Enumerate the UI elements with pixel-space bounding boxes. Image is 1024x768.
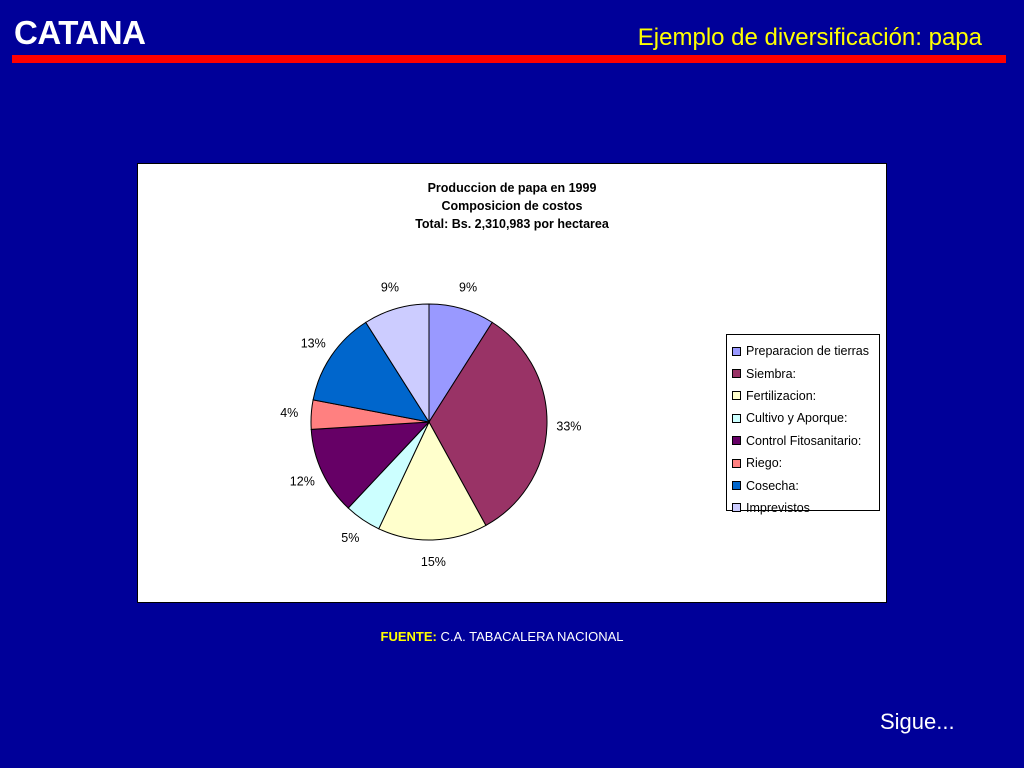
slide-title: Ejemplo de diversificación: papa xyxy=(637,24,982,51)
legend-swatch-4 xyxy=(732,436,741,445)
legend-label-5: Riego: xyxy=(746,456,783,471)
chart-legend xyxy=(726,334,880,515)
legend-swatch-5 xyxy=(732,459,741,468)
legend-label-1: Siembra: xyxy=(746,366,797,381)
pie-data-label-3: 5% xyxy=(341,530,360,545)
legend-item-5 xyxy=(732,452,879,474)
pie-data-label-1: 33% xyxy=(556,419,582,434)
legend-label-3: Cultivo y Aporque: xyxy=(746,411,848,426)
pie-data-label-4: 12% xyxy=(289,474,315,489)
legend-item-3 xyxy=(732,407,879,429)
brand-title: CATANA xyxy=(14,14,146,51)
pie-data-label-0: 9% xyxy=(459,280,478,295)
legend-swatch-3 xyxy=(732,414,741,423)
header-divider xyxy=(12,55,1006,63)
source-note xyxy=(0,629,1004,644)
pie-data-label-6: 13% xyxy=(300,336,326,351)
legend-swatch-1 xyxy=(732,369,741,378)
chart-title-line-2: Composicion de costos xyxy=(441,199,583,213)
pie-data-label-7: 9% xyxy=(380,280,399,295)
legend-item-0 xyxy=(732,340,879,362)
legend-item-4 xyxy=(732,430,879,452)
legend-item-2 xyxy=(732,385,879,407)
pie-data-label-5: 4% xyxy=(280,406,299,421)
legend-swatch-6 xyxy=(732,481,741,490)
legend-swatch-0 xyxy=(732,347,741,356)
legend-item-6 xyxy=(732,474,879,496)
legend-label-6: Cosecha: xyxy=(746,478,799,493)
source-label: FUENTE: xyxy=(380,629,437,644)
legend-label-4: Control Fitosanitario: xyxy=(746,433,862,448)
legend-swatch-7 xyxy=(732,503,741,512)
source-text: C.A. TABACALERA NACIONAL xyxy=(440,629,624,644)
legend-swatch-2 xyxy=(732,391,741,400)
next-link[interactable]: Sigue... xyxy=(880,709,955,734)
chart-title-line-3: Total: Bs. 2,310,983 por hectarea xyxy=(415,217,609,231)
pie-data-label-2: 15% xyxy=(420,554,446,569)
chart-panel xyxy=(137,163,887,603)
legend-item-7 xyxy=(732,497,879,519)
legend-label-7: Imprevistos xyxy=(746,500,810,515)
legend-label-0: Preparacion de tierras xyxy=(746,344,869,359)
legend-label-2: Fertilizacion: xyxy=(746,388,817,403)
chart-title-line-1: Produccion de papa en 1999 xyxy=(427,181,597,195)
legend-item-1 xyxy=(732,362,879,384)
